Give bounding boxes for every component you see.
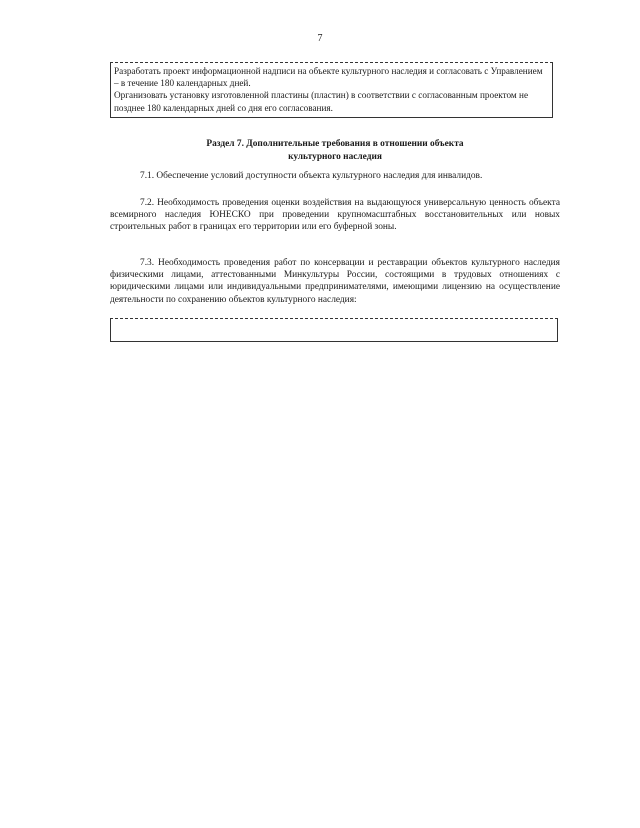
empty-table-box <box>110 318 558 342</box>
paragraph-7-1: 7.1. Обеспечение условий доступности объекта культурного наследия для инвалидов. <box>140 171 483 181</box>
paragraph-7-2: 7.2. Необходимость проведения оценки воздействия на выдающуюся универсальную ценность объекта всемирного наследия ЮНЕСКО при проведении крупномасштабных восстановительных или новых строительных работ в границах его территории или его буферной зоны. <box>110 198 560 233</box>
section-heading-line-2: культурного наследия <box>288 151 382 162</box>
plate-design-text: Разработать проект информационной надписи на объекте культурного наследия и согласовать с Управлением – в течение 180 календарных дней. <box>114 66 543 89</box>
section-7-heading <box>110 138 560 163</box>
page-number: 7 <box>317 33 323 44</box>
section-heading-line-1: Раздел 7. Дополнительные требования в отношении объекта <box>206 139 464 149</box>
plate-installation-text: Организовать установку изготовленной пластины (пластин) в соответствии с согласованным проектом не позднее 180 календарных дней со дня его согласования. <box>114 90 529 113</box>
information-plate-box <box>110 62 553 118</box>
paragraph-7-3: 7.3. Необходимость проведения работ по консервации и реставрации объектов культурного наследия физическими лицами, аттестованными Минкультуры России, состоящими в трудовых отношениях с юридическими лицами или индивидуальными предпринимателями, имеющими лицензию на осуществление деятельности по сохранению объектов культурного наследия: <box>110 258 560 305</box>
